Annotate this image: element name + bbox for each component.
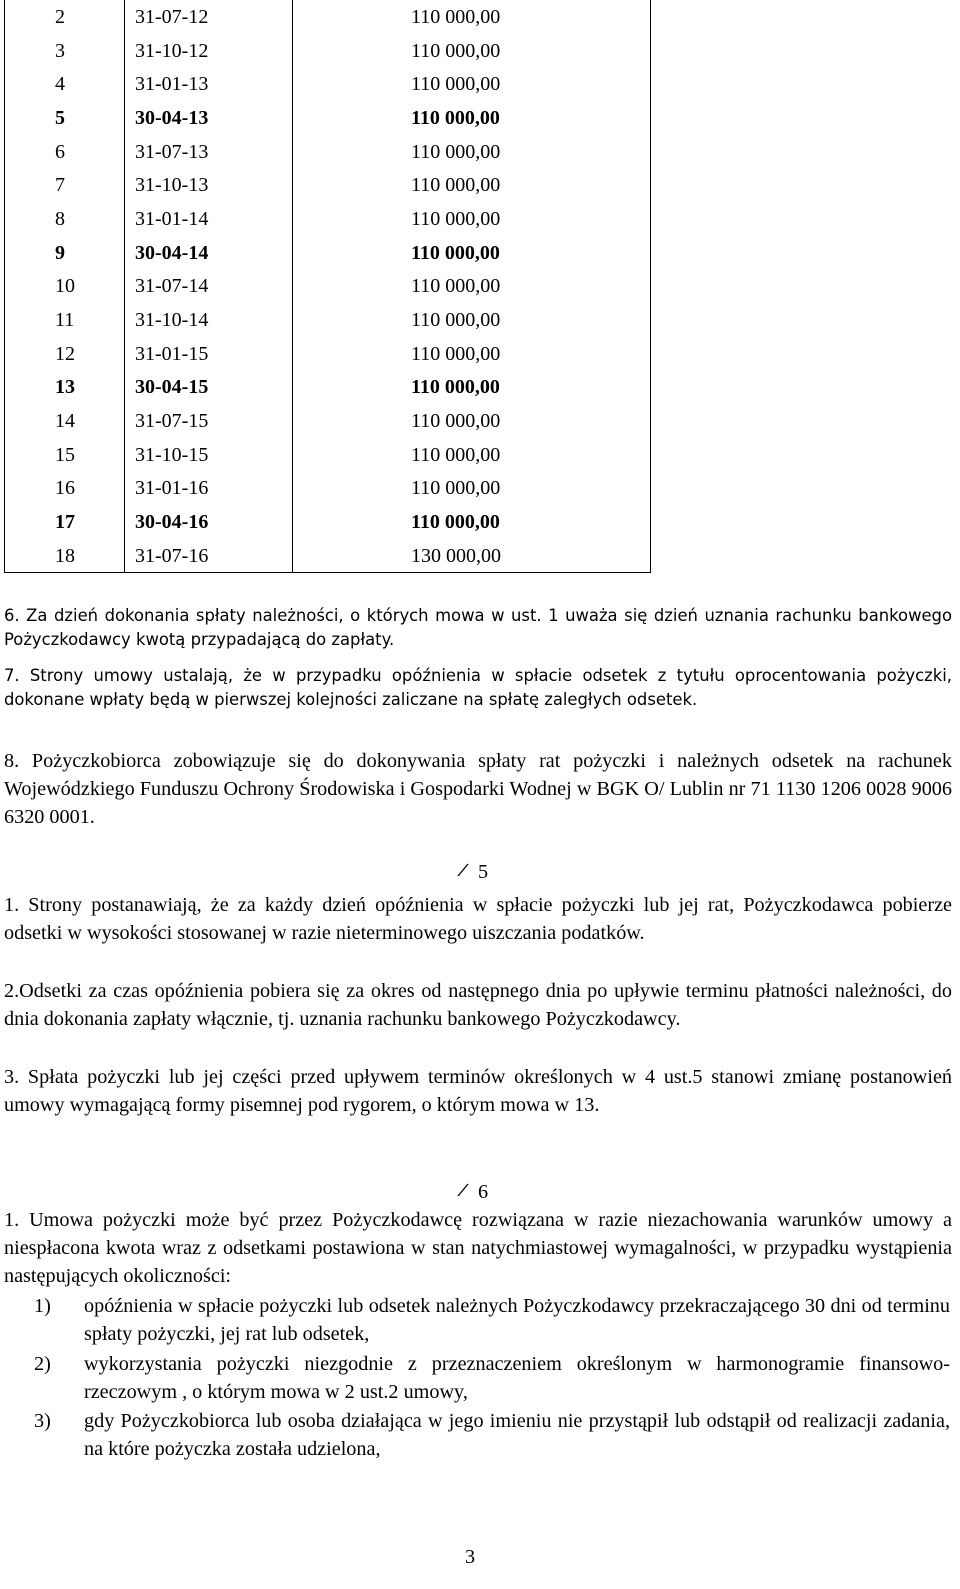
due-date-cell: 31-01-13 — [125, 67, 293, 101]
installment-number-cell: 13 — [5, 371, 125, 405]
table-row — [5, 270, 651, 304]
amount-cell: 110 000,00 — [293, 270, 651, 304]
installment-number-cell: 11 — [5, 303, 125, 337]
table-row — [5, 202, 651, 236]
section-sign-icon — [456, 1180, 478, 1204]
table-row — [5, 303, 651, 337]
installment-number-cell: 4 — [5, 67, 125, 101]
table-row — [5, 371, 651, 405]
amount-cell: 110 000,00 — [293, 472, 651, 506]
installment-number-cell: 15 — [5, 438, 125, 472]
amount-cell: 110 000,00 — [293, 404, 651, 438]
list-item-text: wykorzystania pożyczki niezgodnie z przeznaczeniem określonym w harmonogramie finansowo-rzeczowym , o którym mowa w 2 ust.2 umowy, — [84, 1353, 950, 1403]
installment-number-cell: 18 — [5, 539, 125, 573]
table-row — [5, 135, 651, 169]
due-date-cell: 31-01-15 — [125, 337, 293, 371]
list-item-number: 1) — [34, 1295, 51, 1317]
paragraph-6: 6. Za dzień dokonania spłaty należności, o których mowa w ust. 1 uważa się dzień uznania rachunku bankowego Pożyczkodawcy kwotą przypadającą do zapłaty. — [4, 606, 952, 649]
paragraph-7: 7. Strony umowy ustalają, że w przypadku opóźnienia w spłacie odsetek z tytułu oprocentowania pożyczki, dokonane wpłaty będą w pierwszej kolejności zaliczane na spłatę zaległych odsetek. — [4, 666, 952, 709]
due-date-cell: 30-04-15 — [125, 371, 293, 405]
table-row — [5, 101, 651, 135]
table-row — [5, 539, 651, 573]
due-date-cell: 30-04-13 — [125, 101, 293, 135]
section5-paragraph-3: 3. Spłata pożyczki lub jej części przed upływem terminów określonych w 4 ust.5 stanowi zmianę postanowień umowy wymagającą formy pisemnej pod rygorem, o którym mowa w 13. — [4, 1066, 952, 1116]
table-row — [5, 404, 651, 438]
amount-cell: 110 000,00 — [293, 303, 651, 337]
table-row — [5, 337, 651, 371]
amount-cell: 110 000,00 — [293, 337, 651, 371]
amount-cell: 110 000,00 — [293, 202, 651, 236]
installment-number-cell: 17 — [5, 505, 125, 539]
due-date-cell: 31-10-12 — [125, 34, 293, 68]
installment-number-cell: 5 — [5, 101, 125, 135]
due-date-cell: 31-01-16 — [125, 472, 293, 506]
repayment-schedule-table — [4, 0, 651, 573]
table-row — [5, 472, 651, 506]
due-date-cell: 31-10-13 — [125, 168, 293, 202]
amount-cell: 110 000,00 — [293, 135, 651, 169]
amount-cell: 110 000,00 — [293, 236, 651, 270]
installment-number-cell: 12 — [5, 337, 125, 371]
amount-cell: 110 000,00 — [293, 67, 651, 101]
due-date-cell: 31-07-16 — [125, 539, 293, 573]
due-date-cell: 31-07-14 — [125, 270, 293, 304]
table-row — [5, 67, 651, 101]
section5-paragraph-1: 1. Strony postanawiają, że za każdy dzień opóźnienia w spłacie pożyczki lub jej rat, Pożyczkodawca pobierze odsetki w wysokości stosowanej w razie nieterminowego uiszczania podatków. — [4, 894, 952, 944]
section-sign-icon — [456, 860, 478, 884]
table-row — [5, 34, 651, 68]
due-date-cell: 31-07-15 — [125, 404, 293, 438]
list-item-number: 3) — [34, 1410, 51, 1432]
due-date-cell: 30-04-14 — [125, 236, 293, 270]
list-item-text: gdy Pożyczkobiorca lub osoba działająca w jego imieniu nie przystąpił lub odstąpił od realizacji zadania, na które pożyczka została udzielona, — [84, 1410, 950, 1460]
installment-number-cell: 16 — [5, 472, 125, 506]
amount-cell: 110 000,00 — [293, 505, 651, 539]
table-row — [5, 236, 651, 270]
paragraph-8: 8. Pożyczkobiorca zobowiązuje się do dokonywania spłaty rat pożyczki i należnych odsetek na rachunek Wojewódzkiego Funduszu Ochrony Środowiska i Gospodarki Wodnej w BGK O/ Lublin nr 71 1130 1206 0028 9006 6320 0001. — [4, 750, 952, 828]
amount-cell: 110 000,00 — [293, 0, 651, 34]
section-heading-5 — [456, 860, 488, 884]
amount-cell: 110 000,00 — [293, 438, 651, 472]
amount-cell: 110 000,00 — [293, 101, 651, 135]
installment-number-cell: 10 — [5, 270, 125, 304]
table-row — [5, 505, 651, 539]
section-number: 6 — [478, 1181, 489, 1203]
installment-number-cell: 8 — [5, 202, 125, 236]
due-date-cell: 31-10-15 — [125, 438, 293, 472]
amount-cell: 110 000,00 — [293, 371, 651, 405]
section5-paragraph-2: 2.Odsetki za czas opóźnienia pobiera się za okres od następnego dnia po upływie terminu płatności należności, do dnia dokonania zapłaty włącznie, tj. uznania rachunku bankowego Pożyczkodawcy. — [4, 980, 952, 1030]
due-date-cell: 31-07-13 — [125, 135, 293, 169]
due-date-cell: 30-04-16 — [125, 505, 293, 539]
table-row — [5, 168, 651, 202]
section6-paragraph-1: 1. Umowa pożyczki może być przez Pożyczkodawcę rozwiązana w razie niezachowania warunków umowy a niespłacona kwota wraz z odsetkami postawiona w stan natychmiastowej wymagalności, w przypadku wystąpienia następujących okoliczności: — [4, 1209, 952, 1287]
amount-cell: 130 000,00 — [293, 539, 651, 573]
installment-number-cell: 14 — [5, 404, 125, 438]
due-date-cell: 31-10-14 — [125, 303, 293, 337]
amount-cell: 110 000,00 — [293, 34, 651, 68]
page-number: 3 — [465, 1546, 476, 1568]
section-number: 5 — [478, 861, 489, 883]
list-item-text: opóźnienia w spłacie pożyczki lub odsetek należnych Pożyczkodawcy przekraczającego 30 dni od terminu spłaty pożyczki, jej rat lub odsetek, — [84, 1295, 950, 1345]
installment-number-cell: 2 — [5, 0, 125, 34]
installment-number-cell: 7 — [5, 168, 125, 202]
installment-number-cell: 6 — [5, 135, 125, 169]
table-row — [5, 0, 651, 34]
due-date-cell: 31-07-12 — [125, 0, 293, 34]
table-row — [5, 438, 651, 472]
section-heading-6 — [456, 1180, 488, 1204]
amount-cell: 110 000,00 — [293, 168, 651, 202]
installment-number-cell: 9 — [5, 236, 125, 270]
due-date-cell: 31-01-14 — [125, 202, 293, 236]
list-item-number: 2) — [34, 1353, 51, 1375]
installment-number-cell: 3 — [5, 34, 125, 68]
